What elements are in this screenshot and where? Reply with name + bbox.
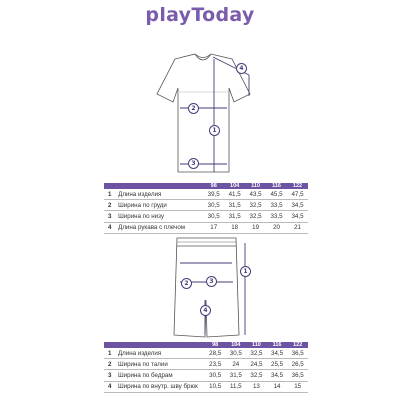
size-header: 116: [266, 183, 287, 189]
table-row: [104, 200, 308, 211]
marker-4-shorts: 4: [200, 305, 211, 316]
table-cell: 32,5: [246, 348, 267, 359]
table-cell: 32,5: [245, 200, 266, 211]
table-cell: 15: [287, 381, 308, 392]
size-header: 110: [245, 183, 266, 189]
row-number: 3: [104, 370, 116, 381]
table-cell: 47,5: [287, 189, 308, 200]
row-label: Ширина по внутр. шву брюк: [116, 381, 205, 392]
table-row: [104, 381, 308, 392]
table-cell: 31,5: [224, 211, 245, 222]
table-cell: 32,5: [246, 370, 267, 381]
table-cell: 41,5: [224, 189, 245, 200]
table-cell: 30,5: [203, 211, 224, 222]
table-cell: 45,5: [266, 189, 287, 200]
table-cell: 18: [224, 222, 245, 233]
marker-1-shorts: 1: [240, 266, 251, 277]
table-cell: 10,5: [205, 381, 226, 392]
tshirt-size-table: [104, 183, 308, 234]
table-cell: 20: [266, 222, 287, 233]
table-cell: 13: [246, 381, 267, 392]
table-cell: 30,5: [205, 370, 226, 381]
table-cell: 39,5: [203, 189, 224, 200]
table-row: [104, 222, 308, 233]
marker-2-tshirt: 2: [188, 103, 199, 114]
table-row: [104, 189, 308, 200]
row-number: 4: [104, 222, 116, 233]
table-row: [104, 348, 308, 359]
table-row: [104, 359, 308, 370]
shorts-size-table: [104, 342, 308, 393]
table-cell: 28,5: [205, 348, 226, 359]
table-cell: 11,5: [225, 381, 246, 392]
table-cell: 19: [245, 222, 266, 233]
table-cell: 34,5: [267, 348, 288, 359]
row-label: Ширина по груди: [116, 200, 203, 211]
table-cell: 24,5: [246, 359, 267, 370]
table-cell: 34,5: [287, 211, 308, 222]
marker-1-tshirt: 1: [209, 125, 220, 136]
row-number: 2: [104, 359, 116, 370]
row-label: Длина изделия: [116, 189, 203, 200]
table-cell: 24: [225, 359, 246, 370]
row-label: Ширина по низу: [116, 211, 203, 222]
row-number: 1: [104, 189, 116, 200]
table-cell: 32,5: [245, 211, 266, 222]
table-cell: 30,5: [225, 348, 246, 359]
row-label: Длина изделия: [116, 348, 205, 359]
marker-2-shorts: 2: [181, 278, 192, 289]
brand-logo: playToday: [145, 4, 255, 26]
table-cell: 33,5: [266, 200, 287, 211]
size-header: 122: [287, 342, 308, 348]
table-row: [104, 211, 308, 222]
size-header: 104: [225, 342, 246, 348]
table-row: [104, 370, 308, 381]
table-cell: 34,5: [267, 370, 288, 381]
marker-4-tshirt: 4: [236, 63, 247, 74]
table-cell: 31,5: [225, 370, 246, 381]
table-cell: 21: [287, 222, 308, 233]
size-header: 122: [287, 183, 308, 189]
row-label: Ширина по бедрам: [116, 370, 205, 381]
table-cell: 34,5: [287, 200, 308, 211]
size-header: 116: [267, 342, 288, 348]
size-header: 110: [246, 342, 267, 348]
row-label: Ширина по талии: [116, 359, 205, 370]
table-cell: 17: [203, 222, 224, 233]
table-cell: 36,5: [287, 348, 308, 359]
table-cell: 36,5: [287, 370, 308, 381]
table-cell: 23,5: [205, 359, 226, 370]
table-cell: 43,5: [245, 189, 266, 200]
table-cell: 14: [267, 381, 288, 392]
table-cell: 30,5: [203, 200, 224, 211]
marker-3-shorts: 3: [206, 276, 217, 287]
row-number: 1: [104, 348, 116, 359]
table-cell: 33,5: [266, 211, 287, 222]
table-cell: 25,5: [267, 359, 288, 370]
size-header: 98: [205, 342, 226, 348]
size-header: 98: [203, 183, 224, 189]
row-number: 2: [104, 200, 116, 211]
row-label: Длина рукава с плечом: [116, 222, 203, 233]
table-cell: 26,5: [287, 359, 308, 370]
row-number: 3: [104, 211, 116, 222]
table-cell: 31,5: [224, 200, 245, 211]
size-header: 104: [224, 183, 245, 189]
row-number: 4: [104, 381, 116, 392]
marker-3-tshirt: 3: [188, 158, 199, 169]
